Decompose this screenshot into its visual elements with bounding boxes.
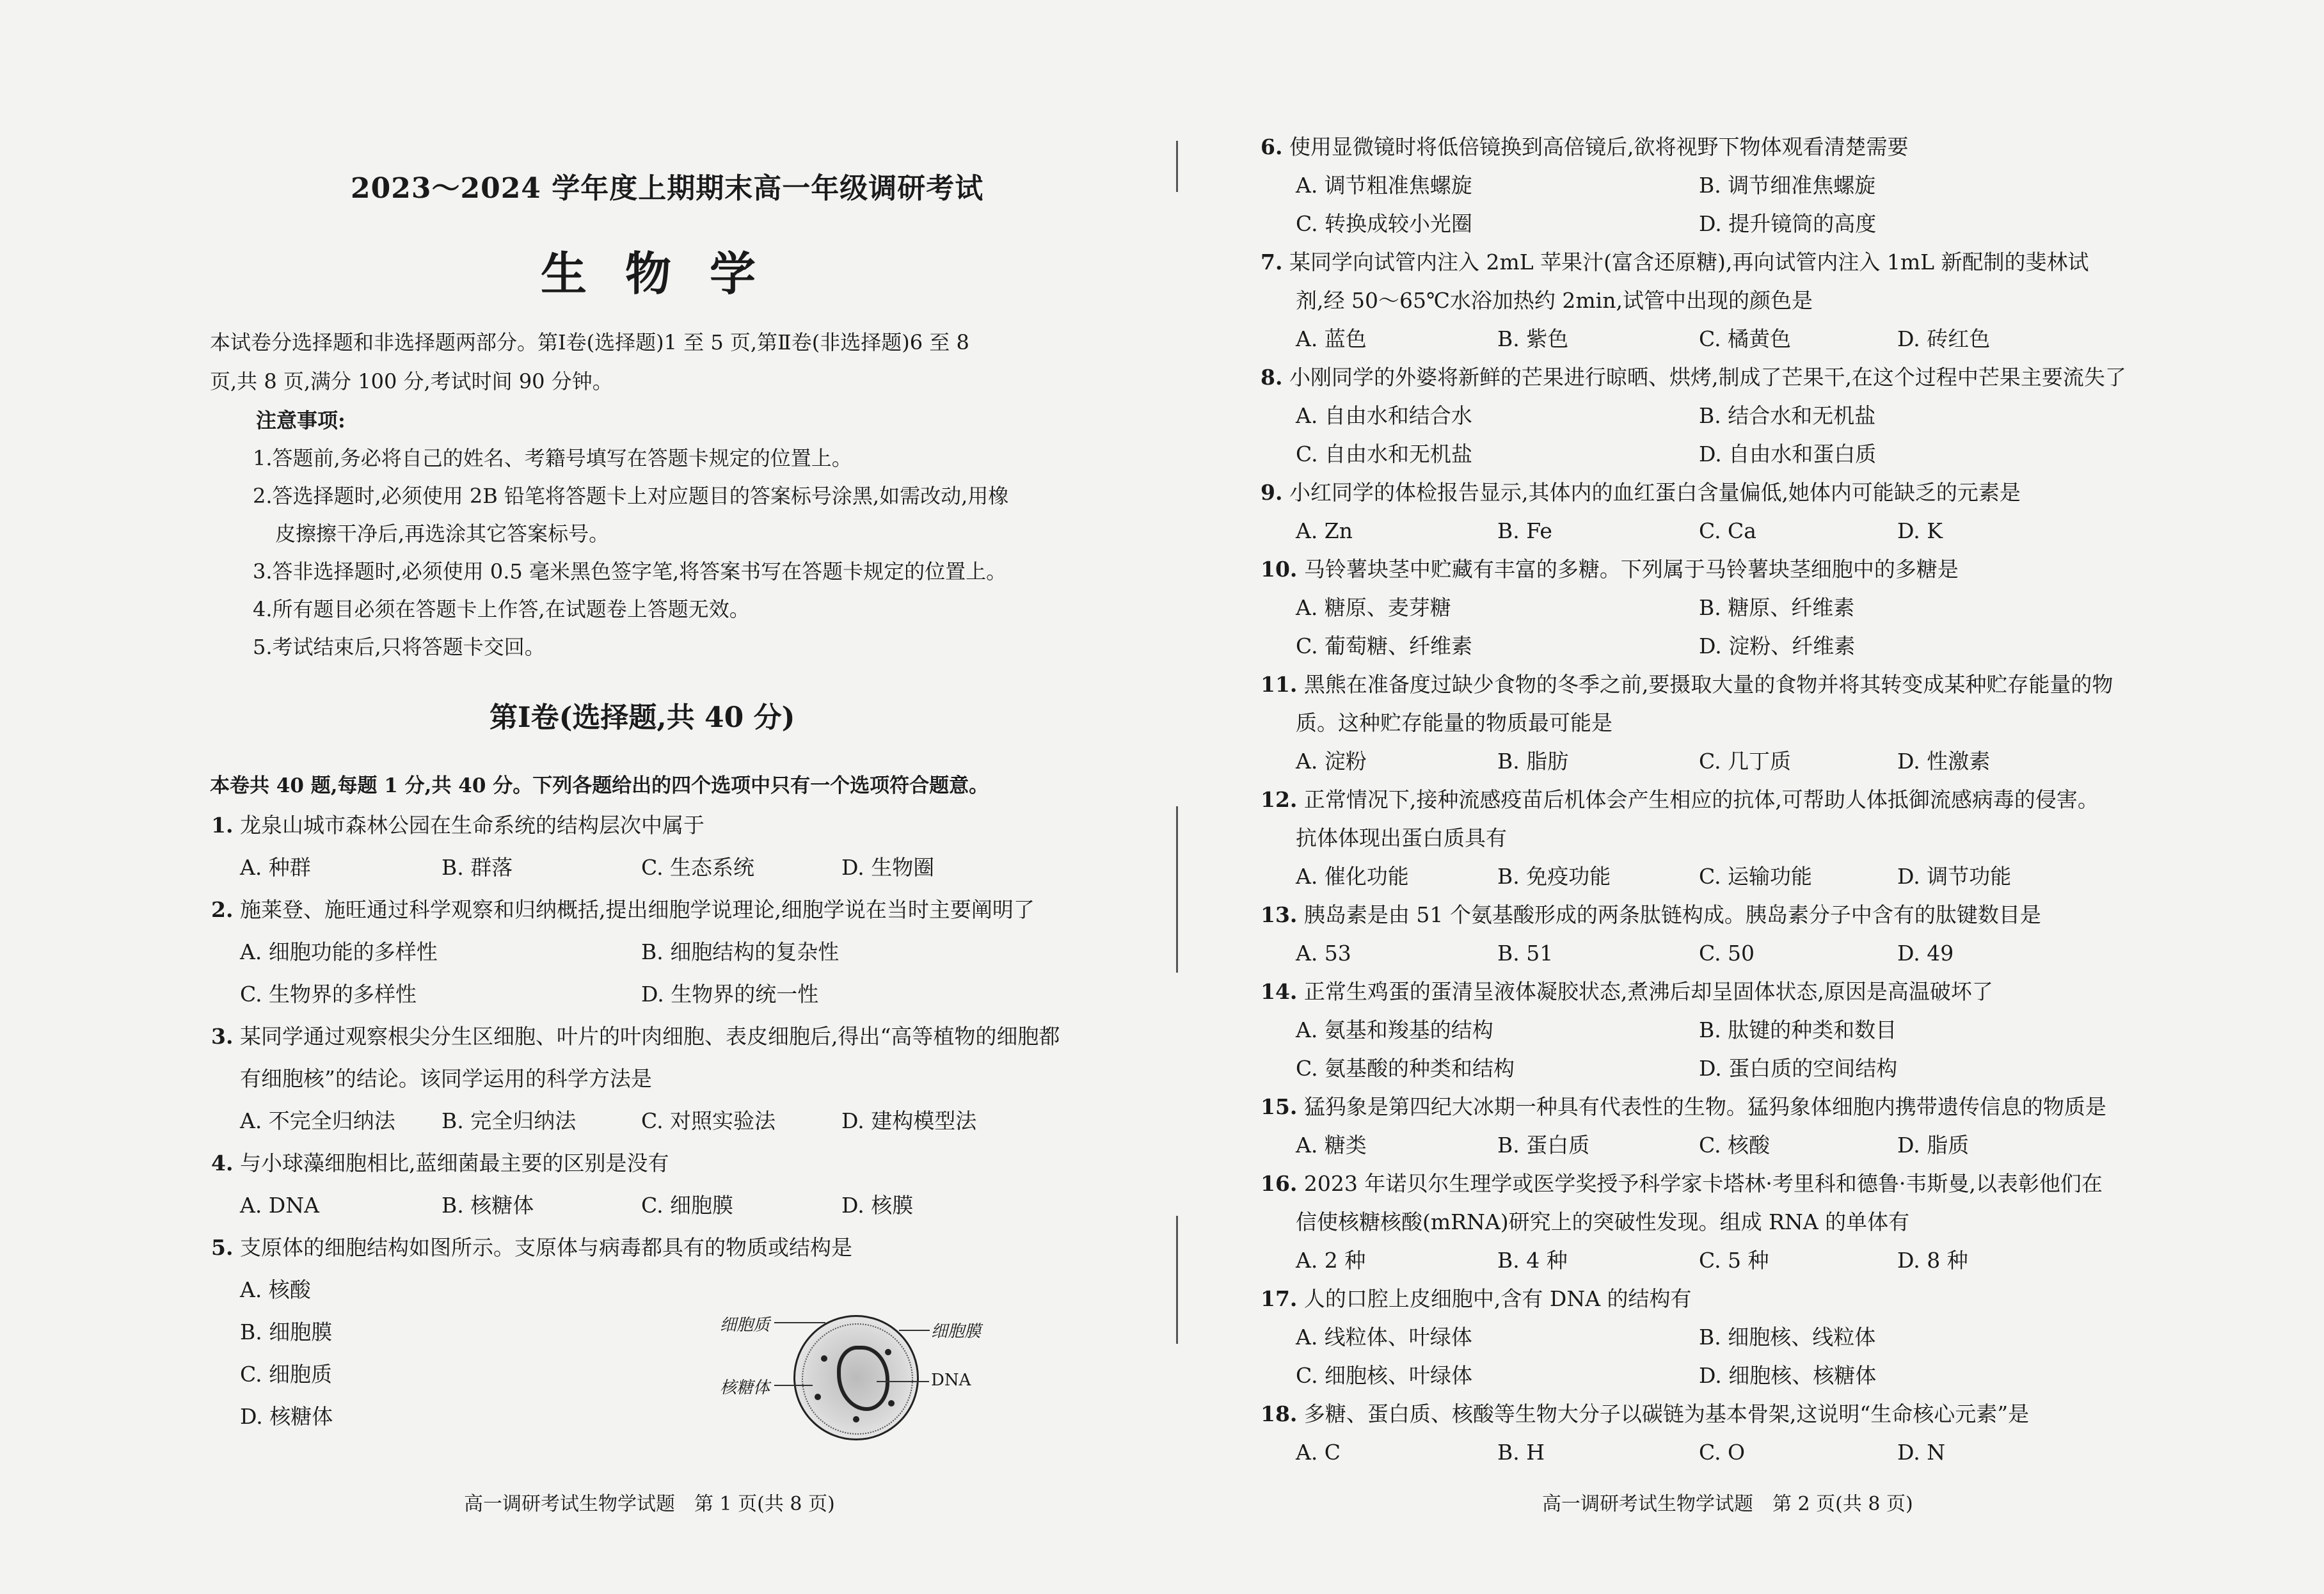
question-9: 9. 小红同学的体检报告显示,其体内的血红蛋白含量偏低,她体内可能缺乏的元素是 <box>1261 480 2021 505</box>
option: D. 脂质 <box>1897 1133 1970 1158</box>
label-membrane: 细胞膜 <box>931 1322 982 1341</box>
question-2: 2. 施莱登、施旺通过科学观察和归纳概括,提出细胞学说理论,细胞学说在当时主要阐明了 <box>211 897 1035 922</box>
option: A. DNA <box>240 1193 319 1218</box>
question-11: 11. 黑熊在准备度过缺少食物的冬季之前,要摄取大量的食物并将其转变成某种贮存能量的物 <box>1261 672 2113 697</box>
option: C. 生物界的多样性 <box>240 982 417 1007</box>
option: A. 淀粉 <box>1296 749 1367 774</box>
option: D. 生物圈 <box>841 855 935 880</box>
section-instruction: 本卷共 40 题,每题 1 分,共 40 分。下列各题给出的四个选项中只有一个选项符合题意。 <box>210 774 989 797</box>
option: A. 种群 <box>240 855 311 880</box>
intro-line-1: 本试卷分选择题和非选择题两部分。第Ⅰ卷(选择题)1 至 5 页,第Ⅱ卷(非选择题)6 至 8 <box>210 330 969 355</box>
option: A. 细胞功能的多样性 <box>240 939 438 964</box>
option: D. N <box>1897 1440 1946 1465</box>
option: B. H <box>1497 1440 1545 1465</box>
question-7: 7. 某同学向试管内注入 2mL 苹果汁(富含还原糖),再向试管内注入 1mL 新配制的斐林试 <box>1261 250 2089 275</box>
question-1: 1. 龙泉山城市森林公园在生命系统的结构层次中属于 <box>211 813 704 838</box>
footer-page-2: 高一调研考试生物学试题 第 2 页(共 8 页) <box>1542 1493 1913 1515</box>
option: B. 细胞膜 <box>240 1319 333 1344</box>
question-18: 18. 多糖、蛋白质、核酸等生物大分子以碳链为基本骨架,这说明“生命核心元素”是 <box>1261 1401 2030 1426</box>
option: B. 结合水和无机盐 <box>1699 403 1876 428</box>
option: B. 群落 <box>442 855 513 880</box>
option: B. 51 <box>1497 941 1554 966</box>
option: A. 不完全归纳法 <box>240 1108 395 1133</box>
exam-title: 2023～2024 学年度上期期末高一年级调研考试 <box>351 172 984 205</box>
question-14: 14. 正常生鸡蛋的蛋清呈液体凝胶状态,煮沸后却呈固体状态,原因是高温破坏了 <box>1261 979 1993 1004</box>
subject-title: 生物学 <box>541 246 795 301</box>
question-16: 16. 2023 年诺贝尔生理学或医学奖授予科学家卡塔林·考里科和德鲁·韦斯曼,以表彰他们在 <box>1261 1171 2103 1196</box>
option: D. 49 <box>1897 941 1954 966</box>
option: C. 50 <box>1699 941 1755 966</box>
option: B. Fe <box>1497 518 1552 543</box>
leader-line <box>877 1381 929 1382</box>
option: A. 糖类 <box>1296 1133 1367 1158</box>
question-12: 12. 正常情况下,接种流感疫苗后机体会产生相应的抗体,可帮助人体抵御流感病毒的侵害。 <box>1261 787 2099 812</box>
option: A. 蓝色 <box>1296 326 1367 351</box>
option: C. 氨基酸的种类和结构 <box>1296 1056 1515 1081</box>
option: D. 砖红色 <box>1897 326 1991 351</box>
option: A. 53 <box>1296 941 1351 966</box>
option: B. 细胞核、线粒体 <box>1699 1325 1876 1350</box>
note-item: 皮擦擦干净后,再选涂其它答案标号。 <box>275 522 610 546</box>
cell-body <box>793 1315 919 1440</box>
question-10: 10. 马铃薯块茎中贮藏有丰富的多糖。下列属于马铃薯块茎细胞中的多糖是 <box>1261 557 1959 582</box>
option: C. 运输功能 <box>1699 864 1813 889</box>
option: B. 糖原、纤维素 <box>1699 595 1855 620</box>
ribosome-dot <box>815 1394 821 1400</box>
leader-line <box>899 1330 930 1331</box>
option: B. 4 种 <box>1497 1248 1568 1273</box>
intro-line-2: 页,共 8 页,满分 100 分,考试时间 90 分钟。 <box>210 369 613 394</box>
question-8: 8. 小刚同学的外婆将新鲜的芒果进行晾晒、烘烤,制成了芒果干,在这个过程中芒果主要流失了 <box>1261 365 2126 390</box>
option: D. 调节功能 <box>1897 864 2012 889</box>
note-item: 3.答非选择题时,必须使用 0.5 毫米黑色签字笔,将答案书写在答题卡规定的位置上。 <box>253 559 1007 584</box>
option: C. 细胞质 <box>240 1362 333 1387</box>
option: B. 免疫功能 <box>1497 864 1611 889</box>
option: C. 转换成较小光圈 <box>1296 211 1473 236</box>
footer-page-1: 高一调研考试生物学试题 第 1 页(共 8 页) <box>464 1493 835 1515</box>
option: C. 核酸 <box>1699 1133 1771 1158</box>
label-ribosome: 核糖体 <box>720 1378 770 1398</box>
leader-line <box>774 1385 813 1386</box>
option: A. 自由水和结合水 <box>1296 403 1472 428</box>
option: A. 催化功能 <box>1296 864 1409 889</box>
option: A. 糖原、麦芽糖 <box>1296 595 1451 620</box>
ribosome-dot <box>885 1349 891 1355</box>
question-7-line-2: 剂,经 50～65℃水浴加热约 2min,试管中出现的颜色是 <box>1296 288 1813 313</box>
option: C. 葡萄糖、纤维素 <box>1296 634 1473 658</box>
notes-heading: 注意事项: <box>256 408 346 433</box>
option: C. O <box>1699 1440 1746 1465</box>
question-6: 6. 使用显微镜时将低倍镜换到高倍镜后,欲将视野下物体观看清楚需要 <box>1261 134 1909 159</box>
option: C. 橘黄色 <box>1699 326 1792 351</box>
option: D. 性激素 <box>1897 749 1991 774</box>
option: D. 生物界的统一性 <box>641 982 819 1007</box>
option: C. Ca <box>1699 518 1756 543</box>
note-item: 1.答题前,务必将自己的姓名、考籍号填写在答题卡规定的位置上。 <box>253 446 852 470</box>
label-cytoplasm: 细胞质 <box>720 1316 770 1335</box>
option: C. 细胞核、叶绿体 <box>1296 1363 1473 1388</box>
question-17: 17. 人的口腔上皮细胞中,含有 DNA 的结构有 <box>1261 1286 1692 1311</box>
option: C. 几丁质 <box>1699 749 1792 774</box>
leader-line <box>774 1322 825 1323</box>
option: D. 细胞核、核糖体 <box>1699 1363 1877 1388</box>
note-item: 2.答选择题时,必须使用 2B 铅笔将答题卡上对应题目的答案标号涂黑,如需改动,用橡 <box>253 484 1009 508</box>
ribosome-dot <box>853 1416 859 1423</box>
option: B. 细胞结构的复杂性 <box>641 939 840 964</box>
question-3: 3. 某同学通过观察根尖分生区细胞、叶片的叶肉细胞、表皮细胞后,得出“高等植物的细胞都 <box>211 1024 1060 1049</box>
option: D. 核糖体 <box>240 1404 333 1429</box>
ribosome-dot <box>888 1400 895 1407</box>
option: C. 5 种 <box>1699 1248 1769 1273</box>
option: A. 氨基和羧基的结构 <box>1296 1017 1493 1042</box>
option: D. 淀粉、纤维素 <box>1699 634 1856 658</box>
option: A. 核酸 <box>240 1277 311 1302</box>
option: D. 建构模型法 <box>841 1108 977 1133</box>
question-3-line-2: 有细胞核”的结论。该同学运用的科学方法是 <box>240 1066 652 1091</box>
question-12-line-2: 抗体体现出蛋白质具有 <box>1296 825 1507 850</box>
option: A. 2 种 <box>1296 1248 1366 1273</box>
option: A. C <box>1296 1440 1341 1465</box>
option: D. K <box>1897 518 1943 543</box>
mycoplasma-diagram <box>713 1299 1046 1440</box>
option: B. 完全归纳法 <box>442 1108 577 1133</box>
question-16-line-2: 信使核糖核酸(mRNA)研究上的突破性发现。组成 RNA 的单体有 <box>1296 1209 1910 1234</box>
option: D. 核膜 <box>841 1193 914 1218</box>
label-dna: DNA <box>931 1371 971 1390</box>
note-item: 4.所有题目必须在答题卡上作答,在试题卷上答题无效。 <box>253 597 750 621</box>
question-13: 13. 胰岛素是由 51 个氨基酸形成的两条肽链构成。胰岛素分子中含有的肽键数目是 <box>1261 902 2041 927</box>
option: D. 自由水和蛋白质 <box>1699 442 1877 466</box>
option: B. 调节细准焦螺旋 <box>1699 173 1876 198</box>
question-15: 15. 猛犸象是第四纪大冰期一种具有代表性的生物。猛犸象体细胞内携带遗传信息的物质是 <box>1261 1094 2106 1119</box>
option: D. 提升镜筒的高度 <box>1699 211 1877 236</box>
option: C. 对照实验法 <box>641 1108 776 1133</box>
option: B. 核糖体 <box>442 1193 534 1218</box>
option: D. 蛋白质的空间结构 <box>1699 1056 1898 1081</box>
option: A. Zn <box>1296 518 1353 543</box>
option: D. 8 种 <box>1897 1248 1968 1273</box>
option: A. 线粒体、叶绿体 <box>1296 1325 1472 1350</box>
option: B. 蛋白质 <box>1497 1133 1590 1158</box>
question-5: 5. 支原体的细胞结构如图所示。支原体与病毒都具有的物质或结构是 <box>211 1235 852 1260</box>
note-item: 5.考试结束后,只将答题卡交回。 <box>253 635 545 659</box>
option: B. 紫色 <box>1497 326 1569 351</box>
option: A. 调节粗准焦螺旋 <box>1296 173 1472 198</box>
section-title: 第Ⅰ卷(选择题,共 40 分) <box>489 701 795 734</box>
option: B. 肽键的种类和数目 <box>1699 1017 1897 1042</box>
option: C. 生态系统 <box>641 855 755 880</box>
option: C. 细胞膜 <box>641 1193 734 1218</box>
ribosome-dot <box>821 1355 827 1362</box>
question-11-line-2: 质。这种贮存能量的物质最可能是 <box>1296 710 1612 735</box>
question-4: 4. 与小球藻细胞相比,蓝细菌最主要的区别是没有 <box>211 1151 669 1176</box>
option: B. 脂肪 <box>1497 749 1569 774</box>
option: C. 自由水和无机盐 <box>1296 442 1473 466</box>
page-2 <box>1168 0 2324 1594</box>
